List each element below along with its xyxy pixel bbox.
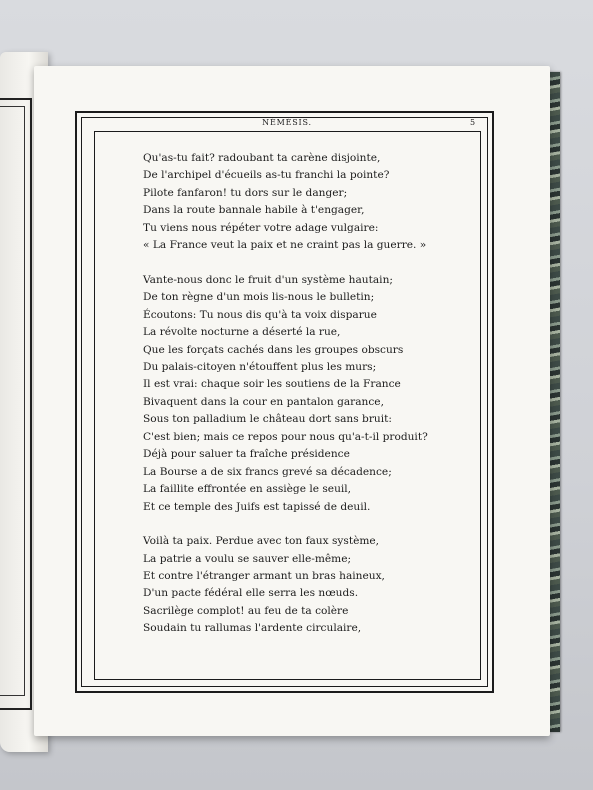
verse-line: Qu'as-tu fait? radoubant ta carène disjointe, xyxy=(143,152,381,164)
verse-line: Sous ton palladium le château dort sans bruit: xyxy=(143,413,392,426)
text-rule-right xyxy=(480,131,481,679)
verse-line: C'est bien; mais ce repos pour nous qu'a-t-il produit? xyxy=(143,430,428,443)
verse-line: Et contre l'étranger armant un bras haineux, xyxy=(143,569,385,582)
verse-line: Et ce temple des Juifs est tapissé de deuil. xyxy=(143,500,371,513)
verse-line: « La France veut la paix et ne craint pas la guerre. » xyxy=(143,239,427,252)
head-rule xyxy=(94,131,481,132)
verse-line: Pilote fanfaron! tu dors sur le danger; xyxy=(143,186,348,199)
stanza-1 xyxy=(143,150,473,255)
poem-text xyxy=(143,150,473,638)
verse-line: La faillite effrontée en assiège le seuil, xyxy=(143,483,352,496)
verse-line: Sacrilège complot! au feu de ta colère xyxy=(143,604,349,617)
page-number: 5 xyxy=(470,118,476,127)
verse-line: Tu viens nous répéter votre adage vulgaire: xyxy=(143,221,379,234)
verse-line: Bivaquent dans la cour en pantalon garance, xyxy=(143,395,384,408)
verse-line: Il est vrai: chaque soir les soutiens de la France xyxy=(143,378,401,391)
text-rule-bottom xyxy=(94,679,481,680)
verse-line: La patrie a voulu se sauver elle-même; xyxy=(143,552,352,565)
verse-line: La révolte nocturne a déserté la rue, xyxy=(143,326,341,339)
verse-line: Déjà pour saluer ta fraîche présidence xyxy=(143,448,350,461)
verse-line: Dans la route bannale habile à t'engager, xyxy=(143,204,365,217)
verse-line: Du palais-citoyen n'étouffent plus les murs; xyxy=(143,360,377,373)
stanza-3 xyxy=(143,533,473,638)
verse-line: Voilà ta paix. Perdue avec ton faux système, xyxy=(143,535,380,548)
text-rule-left xyxy=(94,131,95,679)
verse-line: La Bourse a de six francs grevé sa décadence; xyxy=(143,465,392,478)
stanza-2 xyxy=(143,272,473,516)
verse-line: Soudain tu rallumas l'ardente circulaire, xyxy=(143,622,362,635)
verse-line: Que les forçats cachés dans les groupes obscurs xyxy=(143,343,404,356)
verse-line: De l'archipel d'écueils as-tu franchi la pointe? xyxy=(143,169,390,182)
verse-line: Vante-nous donc le fruit d'un système hautain; xyxy=(143,273,393,286)
verse-line: De ton règne d'un mois lis-nous le bulletin; xyxy=(143,291,375,304)
running-head: NÉMÉSIS. xyxy=(262,118,312,127)
verse-line: Écoutons: Tu nous dis qu'à ta voix disparue xyxy=(143,308,377,321)
previous-page-frame-inner xyxy=(0,106,25,696)
verse-line: D'un pacte fédéral elle serra les nœuds. xyxy=(143,587,359,600)
